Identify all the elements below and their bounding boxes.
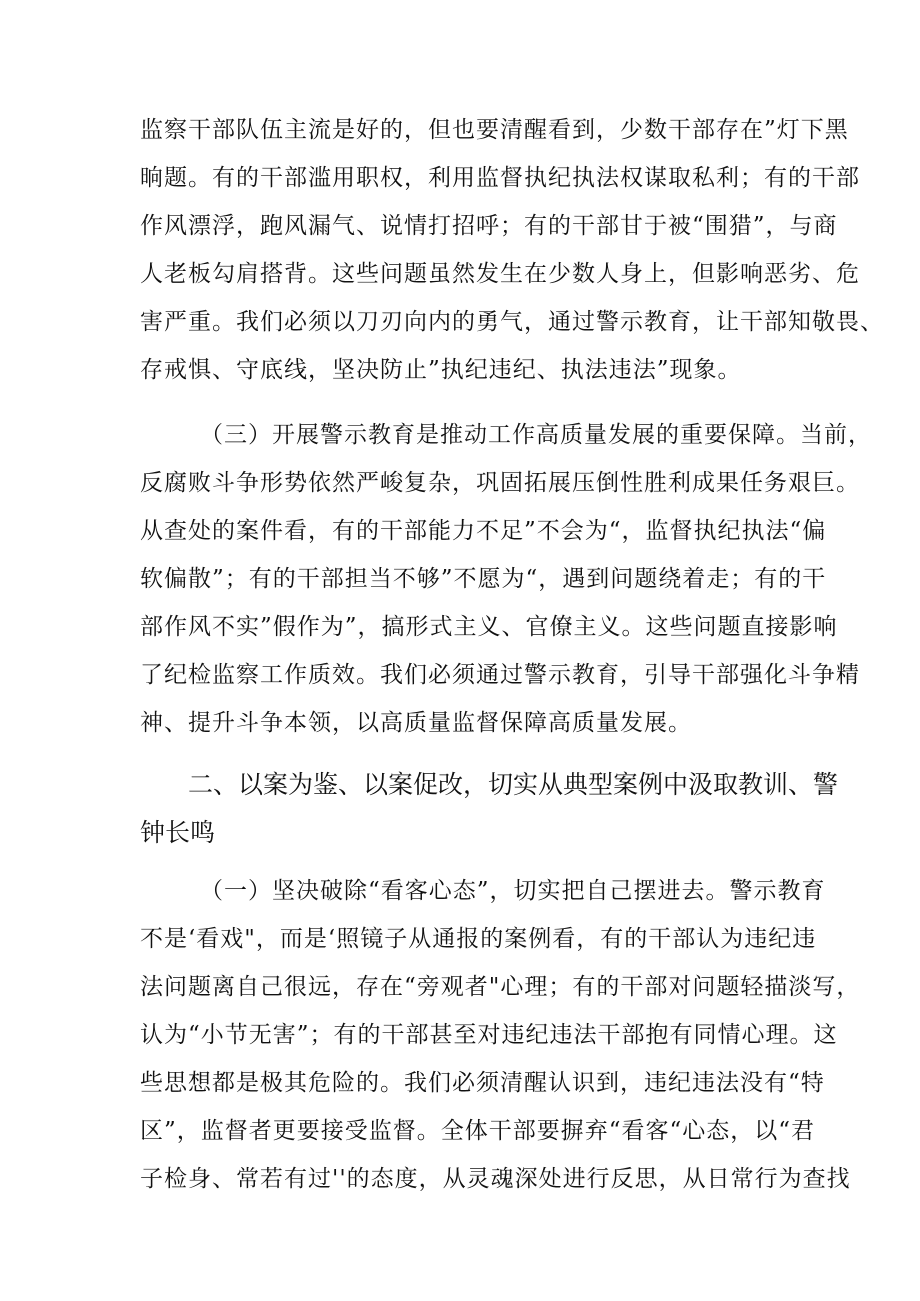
section-heading-line-2: 钟长鸣 — [140, 818, 216, 847]
paragraph-2-line-5: 部作风不实”假作为”，搞形式主义、官僚主义。这些问题直接影响 — [140, 614, 838, 640]
paragraph-2-line-6: 了纪检监察工作质效。我们必须通过警示教育，引导干部强化斗争精 — [140, 662, 860, 688]
paragraph-1-line-3: 作风漂浮，跑风漏气、说情打招呼；有的干部甘于被“围猎”，与商 — [140, 213, 838, 239]
paragraph-1-line-6: 存戒惧、守底线，坚决防止”执纪违纪、执法违法”现象。 — [140, 357, 742, 383]
paragraph-3-line-6: 区”，监督者更要接受监督。全体干部要摒弃“看客“心态，以“君 — [140, 1118, 816, 1144]
paragraph-3-line-1: （一）坚决破除“看客心态”，切实把自己摆进去。警示教育 — [200, 878, 826, 904]
paragraph-2-line-1: （三）开展警示教育是推动工作高质量发展的重要保障。当前， — [200, 422, 872, 448]
paragraph-1-line-5: 害严重。我们必须以刀刃向内的勇气，通过警示教育，让干部知敬畏、 — [140, 309, 884, 335]
paragraph-1-line-4: 人老板勾肩搭背。这些问题虽然发生在少数人身上，但影响恶劣、危 — [140, 261, 860, 287]
paragraph-3-line-3: 法问题离自己很远，存在“旁观者"心理；有的干部对问题轻描淡写， — [140, 974, 861, 1000]
paragraph-3-line-7: 子检身、常若有过''的态度，从灵魂深处进行反思，从日常行为查找 — [140, 1166, 851, 1192]
paragraph-2-line-2: 反腐败斗争形势依然严峻复杂，巩固拓展压倒性胜利成果任务艰巨。 — [140, 470, 860, 496]
paragraph-3-line-2: 不是‘看戏"，而是‘照镜子从通报的案例看，有的干部认为违纪违 — [140, 926, 817, 952]
paragraph-2-line-3: 从查处的案件看，有的干部能力不足”不会为“，监督执纪执法“偏 — [140, 518, 827, 544]
paragraph-3-line-4: 认为“小节无害”；有的干部甚至对违纪违法干部抱有同情心理。这 — [140, 1022, 838, 1048]
paragraph-1-line-2: 晌题。有的干部滥用职权，利用监督执纪执法权谋取私利；有的干部 — [140, 165, 860, 191]
paragraph-2-line-4: 软偏散”；有的干部担当不够”不愿为“，遇到问题绕着走；有的干 — [140, 566, 827, 592]
paragraph-2-line-7: 神、提升斗争本领，以高质量监督保障高质量发展。 — [140, 710, 692, 736]
paragraph-1-line-1: 监察干部队伍主流是好的，但也要清醒看到，少数干部存在”灯下黑 — [140, 117, 849, 143]
paragraph-3-line-5: 些思想都是极其危险的。我们必须清醒认识到，违纪违法没有“特 — [140, 1070, 825, 1096]
section-heading-line-1: 二、以案为鉴、以案促改，切实从典型案例中汲取教训、警 — [188, 770, 839, 799]
